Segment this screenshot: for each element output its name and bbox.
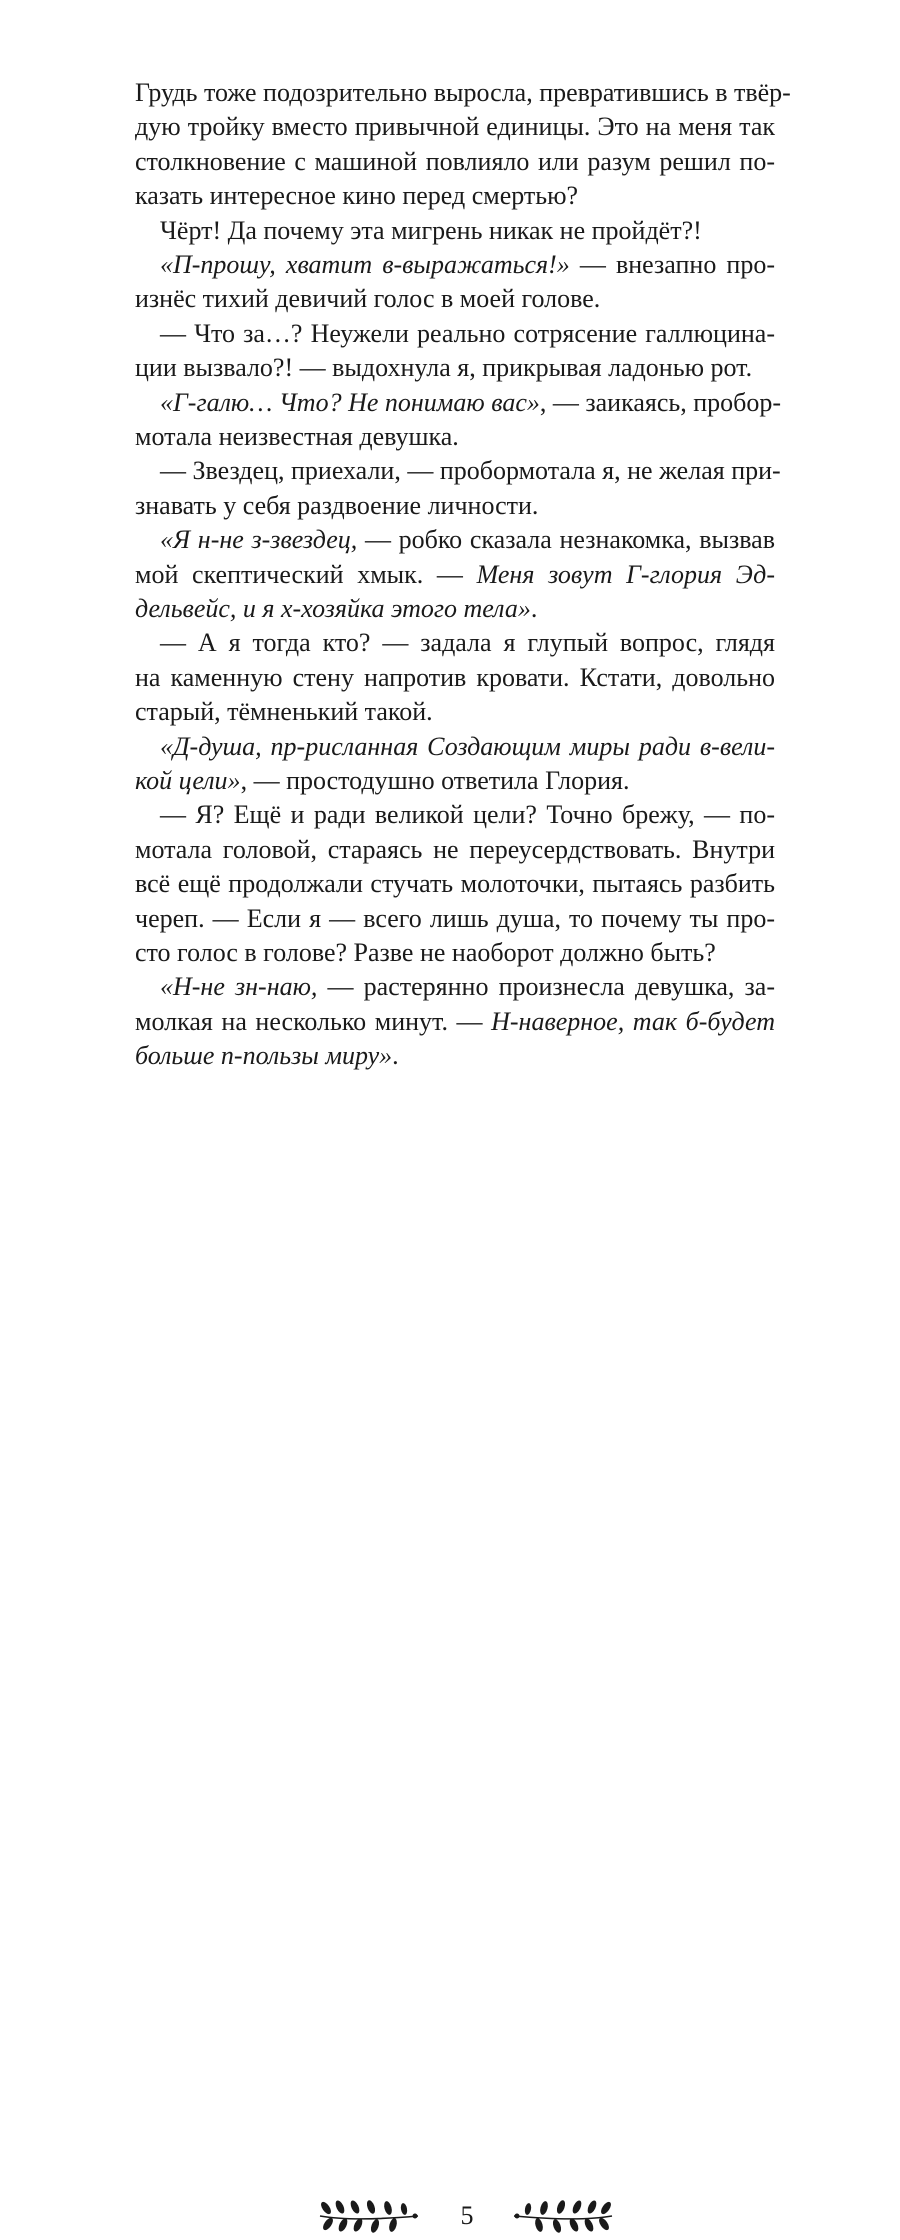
text-segment: — Что за…? Неужели реально сотрясение галлюцина- — [160, 318, 775, 348]
text-line — [135, 420, 775, 454]
italic-text-segment: Меня зовут Г-глория Эд- — [476, 559, 775, 589]
text-segment: — Я? Ещё и ради великой цели? Точно брежу, — по- — [160, 800, 775, 830]
text-segment: . — [392, 1041, 399, 1071]
italic-text-segment: «Н-не зн-наю, — [160, 972, 318, 1002]
text-line — [160, 970, 775, 1004]
text-segment: всё ещё продолжали стучать молоточки, пытаясь разбить — [135, 869, 775, 899]
text-segment: . — [530, 594, 538, 623]
italic-text-segment: дельвейс, и я х-хозяйка этого тела» — [135, 594, 531, 623]
text-segment: — А я тогда кто? — задала я глупый вопрос, глядя — [160, 628, 775, 658]
text-line — [160, 248, 775, 282]
text-line — [135, 76, 791, 110]
text-segment: изнёс тихий девичий голос в моей голове. — [135, 284, 601, 314]
text-segment: мотала головой, стараясь не переусердствовать. Внутри — [135, 834, 775, 864]
text-segment: — робко сказала незнакомка, вызвав — [357, 525, 775, 555]
text-line — [135, 110, 775, 144]
text-line — [135, 764, 775, 798]
text-line — [135, 351, 775, 385]
text-line — [135, 489, 775, 523]
text-line — [160, 317, 775, 351]
text-segment: сто голос в голове? Разве не наоборот должно быть? — [135, 938, 716, 967]
text-line — [135, 558, 775, 592]
right-vine-ornament-icon — [512, 2194, 614, 2240]
text-segment: , — простодушно ответила Глория. — [240, 766, 630, 795]
text-line — [135, 179, 775, 213]
text-segment: ции вызвало?! — выдохнула я, прикрывая ладонью рот. — [135, 353, 753, 383]
text-segment: — Звездец, приехали, — пробормотала я, не желая при- — [160, 456, 781, 486]
text-segment: знавать у себя раздвоение личности. — [135, 490, 539, 520]
text-segment: череп. — Если я — всего лишь душа, то почему ты про- — [135, 903, 775, 933]
text-line — [135, 282, 775, 316]
text-line — [135, 661, 775, 695]
text-line — [135, 592, 775, 626]
text-line — [160, 626, 775, 660]
text-line — [160, 730, 775, 764]
text-segment: казать интересное кино перед смертью? — [135, 181, 579, 211]
text-segment: — растерянно произнесла девушка, за- — [317, 972, 775, 1002]
text-segment: дую тройку вместо привычной единицы. Это на меня так — [135, 112, 775, 142]
text-line — [160, 386, 782, 420]
text-line — [135, 936, 775, 970]
italic-text-segment: «Г-галю… Что? Не понимаю вас» — [160, 387, 540, 417]
text-segment: молкая на несколько минут. — — [135, 1006, 492, 1036]
text-segment: мой скептический хмык. — — [135, 559, 477, 589]
page-footer — [0, 1096, 900, 2230]
text-line — [135, 833, 775, 867]
text-segment: на каменную стену напротив кровати. Кстати, довольно — [135, 662, 775, 692]
text-line — [135, 695, 775, 729]
text-segment: , — заикаясь, пробор- — [539, 387, 782, 417]
italic-text-segment: «Д-душа, пр-рисланная Создающим миры ради в-вели- — [160, 731, 775, 761]
text-line — [135, 902, 775, 936]
text-line — [135, 1005, 775, 1039]
text-line — [160, 798, 775, 832]
italic-text-segment: «Я н-не з-звездец, — [160, 525, 358, 555]
text-segment: Чёрт! Да почему эта мигрень никак не пройдёт?! — [160, 215, 702, 245]
page-number: 5 — [460, 2201, 474, 2230]
italic-text-segment: «П-прошу, хватит в-выражаться!» — [160, 250, 570, 279]
text-line — [160, 214, 775, 248]
italic-text-segment: кой цели» — [135, 766, 241, 795]
text-segment: столкновение с машиной повлияло или разум решил по- — [135, 146, 775, 176]
text-line — [135, 867, 775, 901]
text-line — [160, 454, 781, 488]
text-segment: Грудь тоже подозрительно выросла, превратившись в твёр- — [135, 78, 791, 107]
left-vine-ornament-icon — [318, 2194, 420, 2240]
text-segment: — внезапно про- — [569, 250, 775, 279]
italic-text-segment: больше п-пользы миру» — [135, 1041, 393, 1071]
text-segment: старый, тёмненький такой. — [135, 697, 433, 727]
text-line — [135, 145, 775, 179]
text-segment: мотала неизвестная девушка. — [135, 422, 459, 451]
text-line — [135, 1039, 775, 1073]
italic-text-segment: Н-наверное, так б-будет — [491, 1006, 775, 1036]
text-line — [160, 523, 775, 557]
